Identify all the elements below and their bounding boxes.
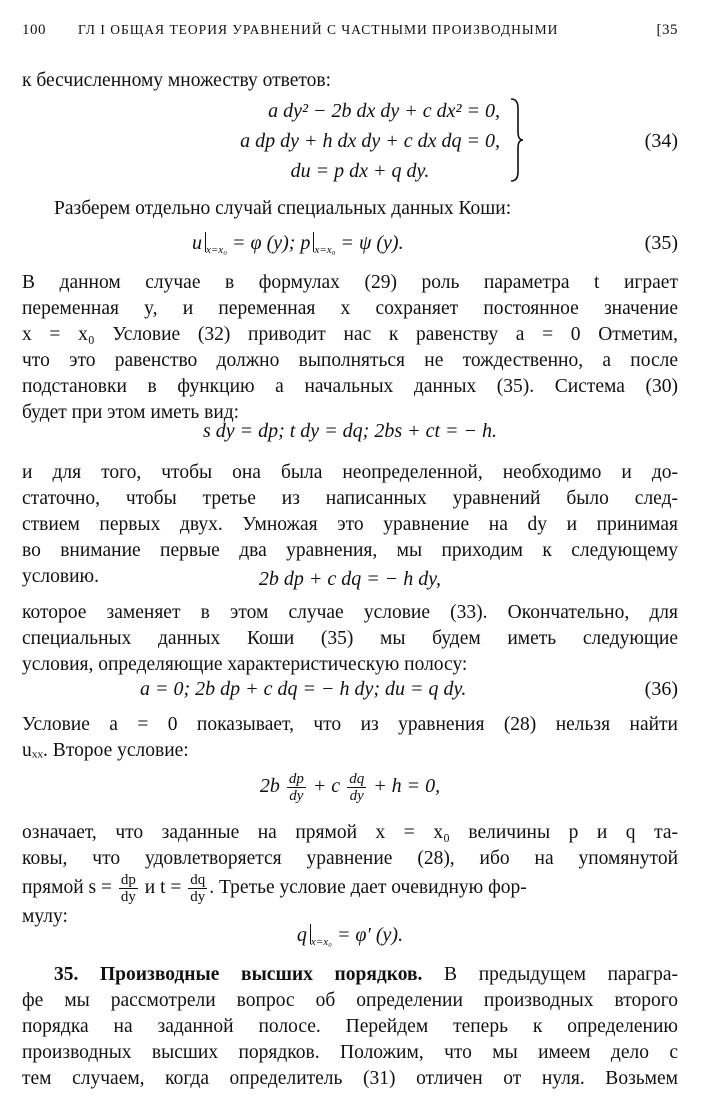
brace-icon	[510, 98, 524, 182]
eq-part: 2b	[259, 775, 280, 797]
section-title: 35. Производные высших порядков.	[54, 964, 423, 985]
text-line: фе мы рассмотрели вопрос об определении производных второго	[22, 990, 678, 1011]
text-line: условия, определяющие характеристическую полосу:	[22, 654, 468, 675]
eq-sub: x=x₀	[314, 244, 336, 256]
text-part: . Третье условие дает очевидную фор-	[209, 877, 527, 898]
text-line: во внимание первые два уравнения, мы приходим к следующему	[22, 540, 678, 561]
section-ref: [35	[656, 22, 678, 38]
text-line: порядка на заданной полосе. Перейдем теперь к определению	[22, 1016, 678, 1037]
text-line: ствием первых двух. Умножая это уравнение на dy и принимая	[22, 514, 678, 535]
text-line: статочно, чтобы третье из написанных уравнений было след-	[22, 488, 678, 509]
text-line: ковы, что удовлетворяется уравнение (28), ибо на упомянутой	[22, 848, 678, 869]
text-part: прямой s =	[22, 877, 113, 898]
numerator: dp	[120, 872, 136, 889]
text-part: и t =	[139, 877, 182, 898]
text-line-with-fractions	[22, 870, 678, 906]
system-eq-1: a dy² − 2b dx dy + c dx² = 0,	[268, 100, 500, 122]
numerator: dp	[288, 770, 304, 787]
text-line: будет при этом иметь вид:	[22, 402, 240, 423]
eq-part: = φ (y); p	[232, 232, 311, 254]
denominator: dy	[120, 889, 136, 906]
text-line: означает, что заданные на прямой x = x₀ величины p и q та-	[22, 822, 678, 843]
numerator: dq	[349, 770, 365, 787]
fraction	[287, 771, 306, 804]
text-line: производных высших порядков. Положим, что мы имеем дело с	[22, 1042, 678, 1063]
equation-number: (34)	[644, 130, 678, 152]
fraction	[188, 872, 207, 905]
equation-b: 2b dp + c dq = − h dy,	[258, 568, 442, 590]
denominator: dy	[349, 787, 364, 804]
denominator: dy	[190, 889, 206, 906]
text-line: условию.	[22, 566, 99, 587]
eq-sub: x=x₀	[310, 936, 332, 948]
text-line: uₓₓ. Второе условие:	[22, 740, 189, 761]
eq-36-body: a = 0; 2b dp + c dq = − h dy; du = q dy.	[140, 678, 467, 700]
text-line: что это равенство должно выполняться не тождественно, а после	[22, 350, 678, 371]
eq-part: u	[192, 232, 202, 254]
fraction	[347, 771, 366, 804]
running-header	[22, 22, 678, 42]
eq-part: + h = 0,	[373, 775, 441, 797]
text-line: и для того, чтобы она была неопределенной, необходимо и до-	[22, 462, 678, 483]
eq-part: = φ′ (y).	[336, 924, 404, 946]
eq-part: q	[296, 924, 307, 946]
equation-mid: s dy = dp; t dy = dq; 2bs + ct = − h.	[202, 420, 498, 442]
text-line: x = x₀ Условие (32) приводит нас к равенству a = 0 Отметим,	[22, 324, 678, 345]
system-eq-2: a dp dy + h dx dy + c dx dq = 0,	[240, 130, 500, 152]
eq-sub: x=x₀	[206, 244, 228, 256]
section-heading-line	[22, 962, 678, 988]
text-line: специальных данных Коши (35) мы будем иметь следующие	[22, 628, 678, 649]
text-part: В предыдущем парагра-	[422, 964, 678, 985]
equation-last	[22, 922, 678, 955]
text-line: подстановки в функцию a начальных данных (35). Система (30)	[22, 376, 678, 397]
text-line: Условие a = 0 показывает, что из уравнения (28) нельзя найти	[22, 714, 678, 735]
eq-part: = ψ (y).	[340, 232, 404, 254]
equation-number: (36)	[644, 678, 678, 700]
system-eq-3: du = p dx + q dy.	[290, 160, 430, 182]
text-line: тем случаем, когда определитель (31) отличен от нуля. Возьмем	[22, 1068, 678, 1089]
text-line: Разберем отдельно случай специальных данных Коши:	[54, 198, 512, 219]
page-number: 100	[22, 22, 46, 38]
text-line: В данном случае в формулах (29) роль параметра t играет	[22, 272, 678, 293]
denominator: dy	[289, 787, 304, 804]
equation-number: (35)	[644, 232, 678, 254]
text-line: мулу:	[22, 906, 68, 927]
eq-part: + c	[312, 775, 341, 797]
text-line: переменная y, и переменная x сохраняет постоянное значение	[22, 298, 678, 319]
chapter-title: ГЛ I ОБЩАЯ ТЕОРИЯ УРАВНЕНИЙ С ЧАСТНЫМИ ПРОИЗВОДНЫМИ	[78, 22, 559, 37]
text-line: к бесчисленному множеству ответов:	[22, 70, 332, 91]
equation-fraction	[22, 766, 678, 806]
numerator: dq	[190, 872, 206, 889]
fraction	[119, 872, 138, 905]
text-line: которое заменяет в этом случае условие (33). Окончательно, для	[22, 602, 678, 623]
